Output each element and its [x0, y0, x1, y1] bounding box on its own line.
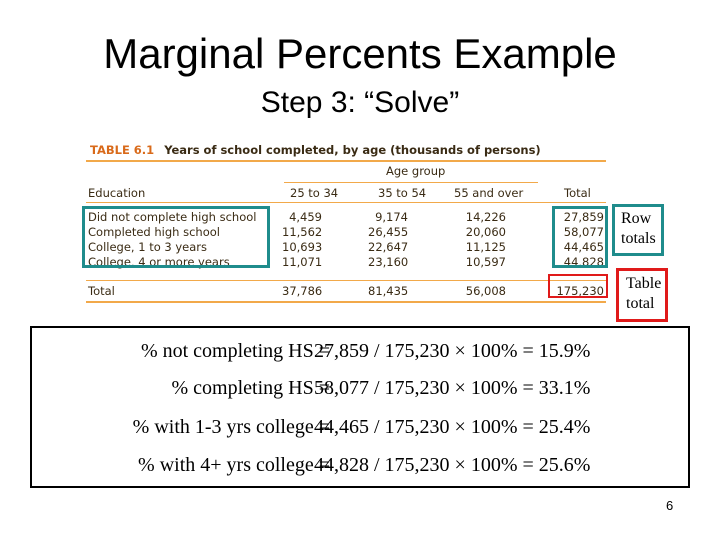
row-education: Completed high school: [88, 225, 220, 239]
formula-expression: 58,077 / 175,230 × 100% = 33.1%: [314, 377, 591, 399]
formula-label: % with 4+ yrs college =: [138, 454, 330, 476]
formula-row: [32, 340, 692, 366]
row-value-25-34: 10,693: [282, 240, 323, 254]
table-caption: [86, 140, 606, 162]
row-education: College, 1 to 3 years: [88, 240, 208, 254]
formula-label: % completing HS =: [171, 377, 330, 399]
row-value-55-over: 14,226: [465, 210, 506, 224]
formula-box: [30, 326, 690, 488]
total-row-label: Total: [88, 284, 115, 298]
formula-label: % not completing HS =: [140, 340, 330, 362]
row-education: College, 4 or more years: [88, 255, 230, 269]
table-total-callout-line2: total: [626, 295, 655, 312]
row-value-35-54: 9,174: [375, 210, 408, 224]
slide-subtitle: Step 3: “Solve”: [260, 86, 460, 119]
table-caption-text: Years of school completed, by age (thousands of persons): [164, 143, 541, 157]
total-35-54: 81,435: [368, 284, 409, 298]
row-value-25-34: 4,459: [289, 210, 322, 224]
row-totals-callout: [612, 204, 664, 256]
table-total-highlight-box: [548, 274, 608, 298]
column-header-row: [86, 186, 606, 203]
row-totals-callout-line1: Row: [621, 210, 652, 227]
formula-expression: 44,828 / 175,230 × 100% = 25.6%: [314, 454, 591, 476]
slide-title: Marginal Percents Example: [103, 30, 617, 77]
row-total: 58,077: [563, 225, 604, 239]
formula-label: % with 1-3 yrs college =: [132, 416, 330, 438]
row-total: 27,859: [563, 210, 604, 224]
formula-row: [32, 454, 692, 480]
total-55-over: 56,008: [465, 284, 506, 298]
table-label: TABLE 6.1: [90, 143, 155, 157]
table-total-callout: [616, 268, 668, 322]
row-value-25-34: 11,562: [282, 225, 323, 239]
age-group-header: Age group: [386, 164, 446, 178]
formula-expression: 44,465 / 175,230 × 100% = 25.4%: [314, 416, 591, 438]
col-header-total: Total: [564, 186, 591, 200]
page-number: 6: [666, 498, 674, 513]
table-total-row: [86, 280, 606, 303]
group-header-rule: [284, 182, 538, 183]
row-value-55-over: 20,060: [465, 225, 506, 239]
row-totals-callout-line2: totals: [621, 230, 656, 247]
col-header-35-54: 35 to 54: [378, 186, 427, 200]
row-total: 44,465: [563, 240, 604, 254]
formula-row: [32, 416, 692, 442]
col-header-55-over: 55 and over: [454, 186, 524, 200]
row-total: 44,828: [563, 255, 604, 269]
row-totals-highlight-box: [552, 206, 608, 268]
row-value-55-over: 10,597: [465, 255, 506, 269]
row-value-25-34: 11,071: [282, 255, 323, 269]
row-value-35-54: 22,647: [368, 240, 409, 254]
total-25-34: 37,786: [282, 284, 323, 298]
table-total-callout-line1: Table: [626, 275, 662, 292]
grand-total: 175,230: [556, 284, 604, 298]
row-education: Did not complete high school: [88, 210, 257, 224]
row-value-35-54: 26,455: [368, 225, 409, 239]
col-header-education: Education: [88, 186, 146, 200]
education-highlight-box: [82, 206, 270, 268]
formula-row: [32, 377, 692, 403]
row-value-55-over: 11,125: [465, 240, 506, 254]
col-header-25-34: 25 to 34: [290, 186, 339, 200]
row-value-35-54: 23,160: [368, 255, 409, 269]
formula-expression: 27,859 / 175,230 × 100% = 15.9%: [314, 340, 591, 362]
